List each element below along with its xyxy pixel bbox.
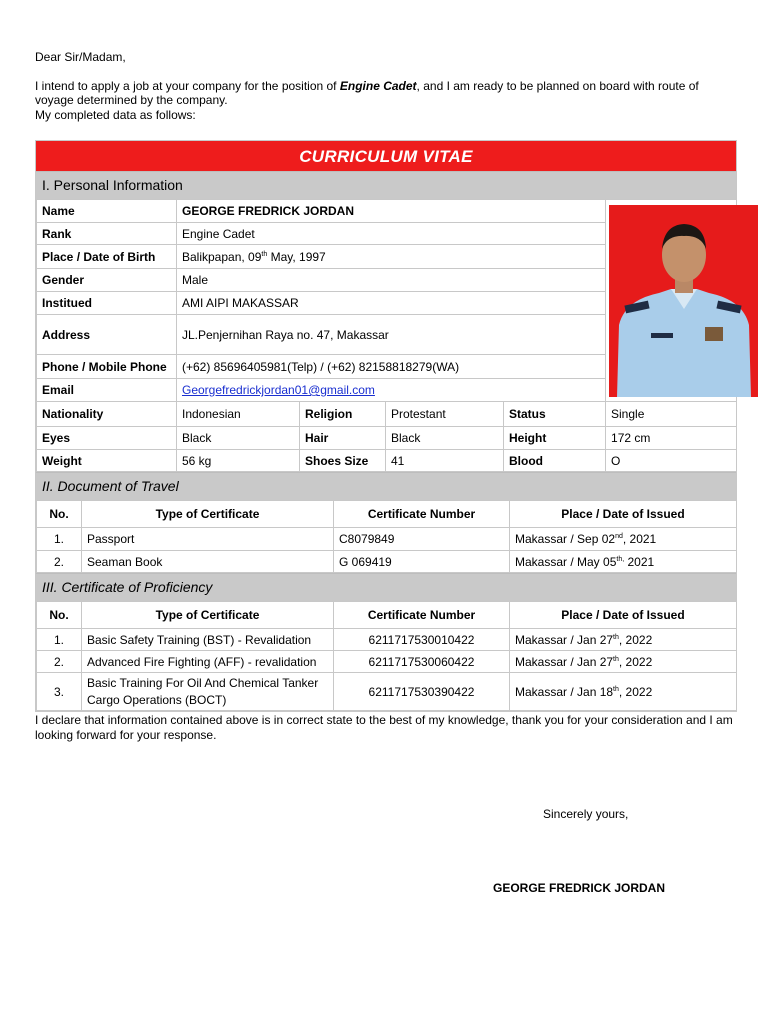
shoes-value: 41: [386, 450, 504, 472]
religion-label: Religion: [300, 402, 386, 427]
proficiency-table: [36, 601, 737, 711]
table-row: 2. Seaman Book G 069419 Makassar / May $05^{th,}$ 2021: [37, 551, 737, 573]
email-label: Email: [37, 379, 177, 402]
email-link[interactable]: Georgefredrickjordan01@gmail.com: [182, 383, 375, 397]
email-value: [177, 379, 606, 402]
blood-label: Blood: [504, 450, 606, 472]
hair-value: Black: [386, 427, 504, 450]
table-row: 3. Basic Training For Oil And Chemical Tanker Cargo Operations (BOCT) 6211717530390422 Makassar / Jan 18th, 2022: [37, 673, 737, 711]
institued-label: Institued: [37, 292, 177, 315]
weight-label: Weight: [37, 450, 177, 472]
section-proficiency-heading: III. Certificate of Proficiency: [36, 573, 736, 601]
weight-value: 56 kg: [177, 450, 300, 472]
phone-value: (+62) 85696405981(Telp) / (+62) 82158818279(WA): [177, 355, 606, 379]
height-value: 172 cm: [606, 427, 737, 450]
table-row: 1. Basic Safety Training (BST) - Revalidation 6211717530010422 Makassar / Jan 27th, 2022: [37, 629, 737, 651]
cv-title: CURRICULUM VITAE: [36, 141, 736, 171]
gender-value: Male: [177, 269, 606, 292]
section-travel-heading: II. Document of Travel: [36, 472, 736, 500]
address-label: Address: [37, 315, 177, 355]
rank-label: Rank: [37, 223, 177, 245]
travel-col-no: No.: [37, 501, 82, 528]
greeting: Dear Sir/Madam,: [35, 50, 126, 64]
gender-label: Gender: [37, 269, 177, 292]
rank-value: Engine Cadet: [177, 223, 606, 245]
hair-label: Hair: [300, 427, 386, 450]
nationality-label: Nationality: [37, 402, 177, 427]
blood-value: O: [606, 450, 737, 472]
eyes-label: Eyes: [37, 427, 177, 450]
letter-intro: [35, 50, 735, 122]
birth-value: Balikpapan, 09th May, 1997: [177, 245, 606, 269]
nationality-value: Indonesian: [177, 402, 300, 427]
prof-col-place: Place / Date of Issued: [510, 602, 737, 629]
intro-line3: My completed data as follows:: [35, 107, 196, 122]
name-label: Name: [37, 200, 177, 223]
shoes-label: Shoes Size: [300, 450, 386, 472]
declaration: I declare that information contained above is in correct state to the best of my knowledge, thank you for your consideration and I am looking forward for your response.: [35, 713, 733, 742]
address-value: JL.Penjernihan Raya no. 47, Makassar: [177, 315, 606, 355]
status-label: Status: [504, 402, 606, 427]
travel-col-number: Certificate Number: [334, 501, 510, 528]
profile-photo: [609, 205, 758, 397]
travel-table: [36, 500, 737, 573]
intro-paragraph: I intend to apply a job at your company for the position of Engine Cadet, and I am ready to be planned on board with route of voyage determined by the company.: [35, 78, 699, 107]
phone-label: Phone / Mobile Phone: [37, 355, 177, 379]
status-value: Single: [606, 402, 737, 427]
prof-col-no: No.: [37, 602, 82, 629]
table-row: 2. Advanced Fire Fighting (AFF) - revalidation 6211717530060422 Makassar / Jan 27th, 2022: [37, 651, 737, 673]
name-value: GEORGE FREDRICK JORDAN: [177, 200, 606, 223]
religion-value: Protestant: [386, 402, 504, 427]
prof-col-number: Certificate Number: [334, 602, 510, 629]
travel-col-place: Place / Date of Issued: [510, 501, 737, 528]
photo-cell: [606, 200, 737, 402]
birth-label: Place / Date of Birth: [37, 245, 177, 269]
closing: Sincerely yours,: [543, 807, 629, 821]
section-personal-heading: I. Personal Information: [36, 171, 736, 199]
signature-name: GEORGE FREDRICK JORDAN: [493, 881, 666, 895]
eyes-value: Black: [177, 427, 300, 450]
height-label: Height: [504, 427, 606, 450]
cv-box: [35, 140, 737, 712]
institued-value: AMI AIPI MAKASSAR: [177, 292, 606, 315]
table-row: 1. Passport C8079849 Makassar / Sep 02nd, 2021: [37, 528, 737, 551]
position-highlight: Engine Cadet: [339, 78, 417, 93]
travel-col-type: Type of Certificate: [82, 501, 334, 528]
prof-col-type: Type of Certificate: [82, 602, 334, 629]
personal-info-table: [36, 199, 737, 472]
